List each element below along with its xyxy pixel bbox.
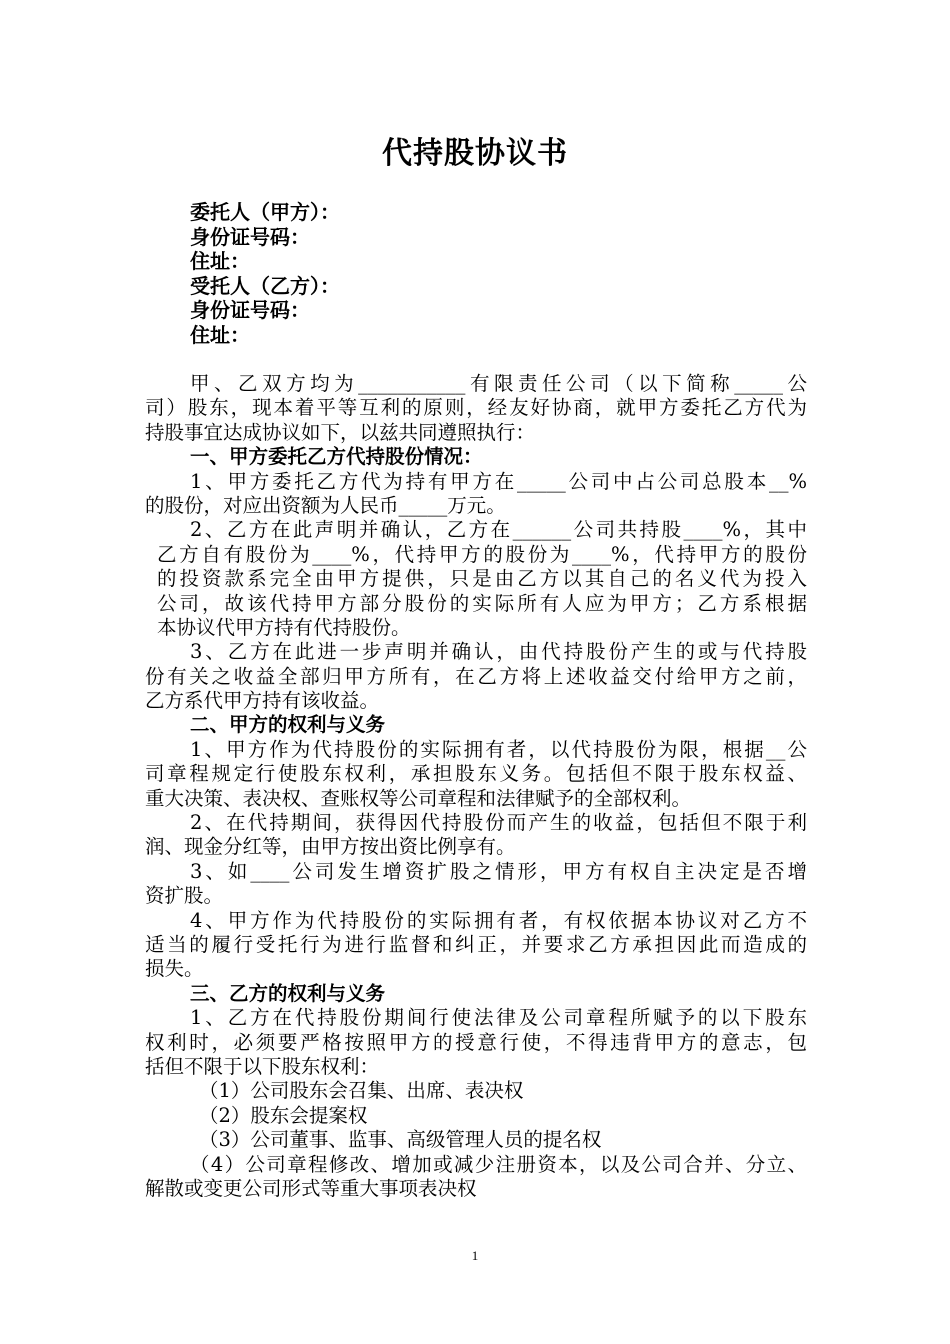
clause-line: 1、甲方作为代持股份的实际拥有者，以代持股份为限，根据__公 xyxy=(190,737,807,761)
clause-line: 4、甲方作为代持股份的实际拥有者，有权依据本协议对乙方不 xyxy=(190,908,807,932)
section-heading-1: 一、甲方委托乙方代持股份情况： xyxy=(190,445,483,469)
list-item-continuation: 解散或变更公司形式等重大事项表决权 xyxy=(145,1176,477,1200)
principal-address-label: 住址： xyxy=(190,249,250,273)
section-heading-2: 二、甲方的权利与义务 xyxy=(190,713,386,737)
preamble-line: 司）股东，现本着平等互利的原则，经友好协商，就甲方委托乙方代为 xyxy=(145,396,807,420)
clause-line: 润、现金分红等，由甲方按出资比例享有。 xyxy=(145,835,516,859)
list-item: （4）公司章程修改、增加或减少注册资本，以及公司合并、分立、 xyxy=(190,1152,807,1176)
trustee-address-label: 住址： xyxy=(190,322,250,347)
clause-line: 份有关之收益全部归甲方所有，在乙方将上述收益交付给甲方之前， xyxy=(145,664,807,688)
principal-label: 委托人（甲方）： xyxy=(190,200,340,224)
clause-line: 乙方自有股份为____%，代持甲方的股份为____%，代持甲方的股份 xyxy=(157,542,807,566)
document-title: 代持股协议书 xyxy=(382,136,568,171)
clause-line: 损失。 xyxy=(145,957,204,981)
clause-line: 本协议代甲方持有代持股份。 xyxy=(157,615,411,639)
clause-line: 权利时，必须要严格按照甲方的授意行使，不得违背甲方的意志，包 xyxy=(145,1030,807,1054)
section-heading-3: 三、乙方的权利与义务 xyxy=(190,981,386,1005)
clause-line: 2、乙方在此声明并确认，乙方在______公司共持股____%，其中 xyxy=(190,518,807,542)
clause-line: 重大决策、表决权、查账权等公司章程和法律赋予的全部权利。 xyxy=(145,786,692,810)
clause-line: 3、乙方在此进一步声明并确认，由代持股份产生的或与代持股 xyxy=(190,640,807,664)
clause-line: 的投资款系完全由甲方提供，只是由乙方以其自己的名义代为投入 xyxy=(157,567,807,591)
clause-line: 1、甲方委托乙方代为持有甲方在_____公司中占公司总股本__% xyxy=(190,469,807,493)
preamble-line: 甲、乙双方均为___________有限责任公司（以下简称_____公 xyxy=(190,372,807,395)
agreement-body xyxy=(145,372,807,1201)
clause-line: 的股份，对应出资额为人民币_____万元。 xyxy=(145,493,506,517)
clause-line: 公司，故该代持甲方部分股份的实际所有人应为甲方；乙方系根据 xyxy=(157,591,807,615)
trustee-label: 受托人（乙方）： xyxy=(190,273,340,298)
preamble-line: 持股事宜达成协议如下，以兹共同遵照执行： xyxy=(145,420,536,444)
trustee-id-label: 身份证号码： xyxy=(190,298,310,322)
clause-line: 适当的履行受托行为进行监督和纠正，并要求乙方承担因此而造成的 xyxy=(145,932,807,956)
clause-line: 司章程规定行使股东权利，承担股东义务。包括但不限于股东权益、 xyxy=(145,762,807,786)
clause-line: 括但不限于以下股东权利： xyxy=(145,1054,380,1078)
page-number: 1 xyxy=(471,1248,479,1263)
clause-line: 2、在代持期间，获得因代持股份而产生的收益，包括但不限于利 xyxy=(190,811,807,835)
parties-block xyxy=(190,200,810,347)
clause-line: 1、乙方在代持股份期间行使法律及公司章程所赋予的以下股东 xyxy=(190,1006,807,1030)
clause-line: 乙方系代甲方持有该收益。 xyxy=(145,689,380,713)
clause-line: 资扩股。 xyxy=(145,884,224,908)
list-item: （3）公司董事、监事、高级管理人员的提名权 xyxy=(199,1128,602,1152)
principal-id-label: 身份证号码： xyxy=(190,224,310,249)
clause-line: 3、如____公司发生增资扩股之情形，甲方有权自主决定是否增 xyxy=(190,859,807,883)
list-item: （2）股东会提案权 xyxy=(199,1103,368,1127)
list-item: （1）公司股东会召集、出席、表决权 xyxy=(199,1079,524,1103)
